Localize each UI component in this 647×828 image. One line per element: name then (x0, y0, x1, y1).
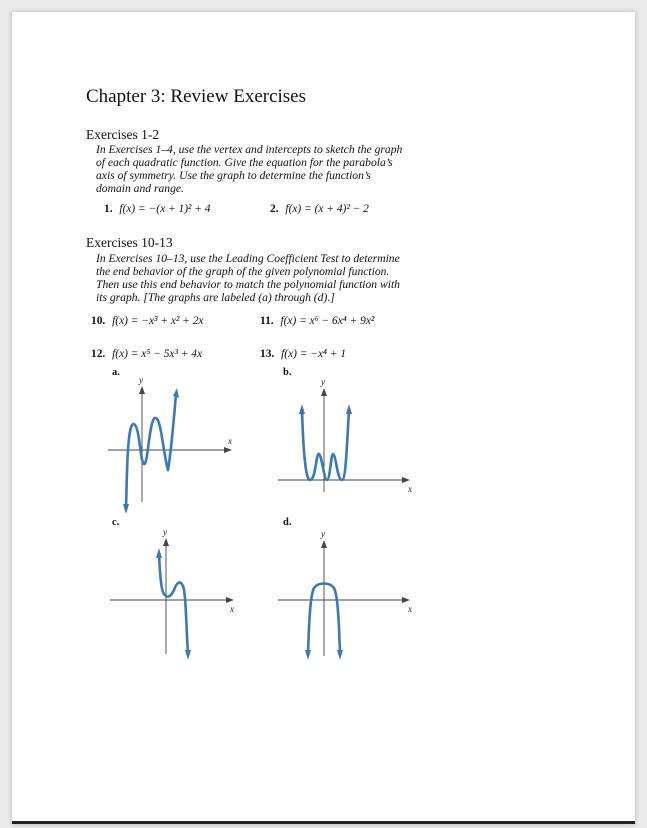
y-axis-arrow (321, 388, 327, 396)
x-axis-label: x (408, 484, 412, 494)
exercise-number: 13. (260, 348, 275, 360)
x-axis-arrow (402, 597, 410, 603)
instruction-line: In Exercises 1–4, use the vertex and intercepts to sketch the graph (96, 143, 403, 156)
exercise-number: 10. (91, 315, 106, 327)
graph-label-a: a. (112, 367, 120, 378)
exercise-function: f(x) = x⁵ − 5x³ + 4x (112, 348, 202, 360)
y-axis-label: y (321, 377, 325, 387)
y-axis-arrow (321, 540, 327, 548)
section-heading-1: Exercises 1-2 (86, 127, 160, 142)
y-axis-label: y (321, 529, 325, 539)
instruction-line: its graph. [The graphs are labeled (a) through (d).] (96, 291, 335, 305)
exercise-function: f(x) = −(x + 1)² + 4 (119, 203, 211, 215)
curve-arrow (185, 650, 191, 660)
instruction-line: In Exercises 10–13, use the Leading Coefficient Test to determine (96, 252, 400, 265)
instruction-line: of each quadratic function. Give the equation for the parabola’s (96, 156, 393, 170)
curve-arrow (346, 404, 352, 414)
graph-b (272, 372, 422, 512)
y-axis-label: y (139, 375, 143, 385)
x-axis-label: x (228, 436, 232, 446)
page-bottom-rule (12, 821, 635, 824)
graph-label-d: d. (283, 517, 292, 528)
exercise-13 (260, 348, 346, 360)
curve-arrow (337, 650, 343, 660)
graph-d (272, 524, 422, 664)
curve-a (126, 394, 176, 510)
curve-arrow (305, 650, 311, 660)
curve-arrow (299, 404, 305, 414)
exercise-11 (260, 315, 374, 327)
curve-arrow (123, 504, 129, 514)
graph-a (104, 372, 244, 512)
curve-arrow (156, 548, 162, 558)
x-axis-label: x (230, 604, 234, 614)
instruction-line: the end behavior of the graph of the given polynomial function. (96, 265, 390, 279)
curve-b (302, 410, 349, 480)
exercise-number: 11. (260, 315, 274, 327)
exercise-number: 1. (104, 203, 113, 215)
exercise-2 (270, 203, 369, 215)
curve-arrow (173, 388, 179, 398)
exercise-function: f(x) = (x + 4)² − 2 (285, 203, 369, 215)
section2-instructions (96, 252, 400, 304)
graph-c (104, 524, 244, 664)
graph-label-c: c. (112, 517, 120, 528)
exercise-number: 12. (91, 348, 106, 360)
instruction-line: domain and range. (96, 182, 184, 196)
section1-instructions (96, 143, 402, 195)
exercise-function: f(x) = −x³ + x² + 2x (112, 315, 204, 327)
y-axis-label: y (163, 527, 167, 537)
x-axis-label: x (408, 604, 412, 614)
curve-c (159, 554, 188, 654)
exercise-1 (104, 203, 211, 215)
x-axis-arrow (402, 477, 410, 483)
exercise-function: f(x) = −x⁴ + 1 (281, 348, 347, 360)
y-axis-arrow (163, 538, 169, 546)
y-axis-arrow (139, 386, 145, 394)
instruction-line: axis of symmetry. Use the graph to determine the function’s (96, 169, 371, 183)
exercise-number: 2. (270, 203, 279, 215)
x-axis-arrow (226, 597, 234, 603)
exercise-function: f(x) = x⁶ − 6x⁴ + 9x² (280, 315, 375, 327)
exercise-10 (91, 315, 203, 327)
graph-label-b: b. (283, 367, 292, 378)
instruction-line: Then use this end behavior to match the polynomial function with (96, 278, 400, 292)
exercise-12 (91, 348, 202, 360)
document-page (12, 12, 635, 824)
page-title: Chapter 3: Review Exercises (86, 86, 307, 107)
section-heading-2: Exercises 10-13 (86, 235, 173, 250)
x-axis-arrow (224, 447, 232, 453)
